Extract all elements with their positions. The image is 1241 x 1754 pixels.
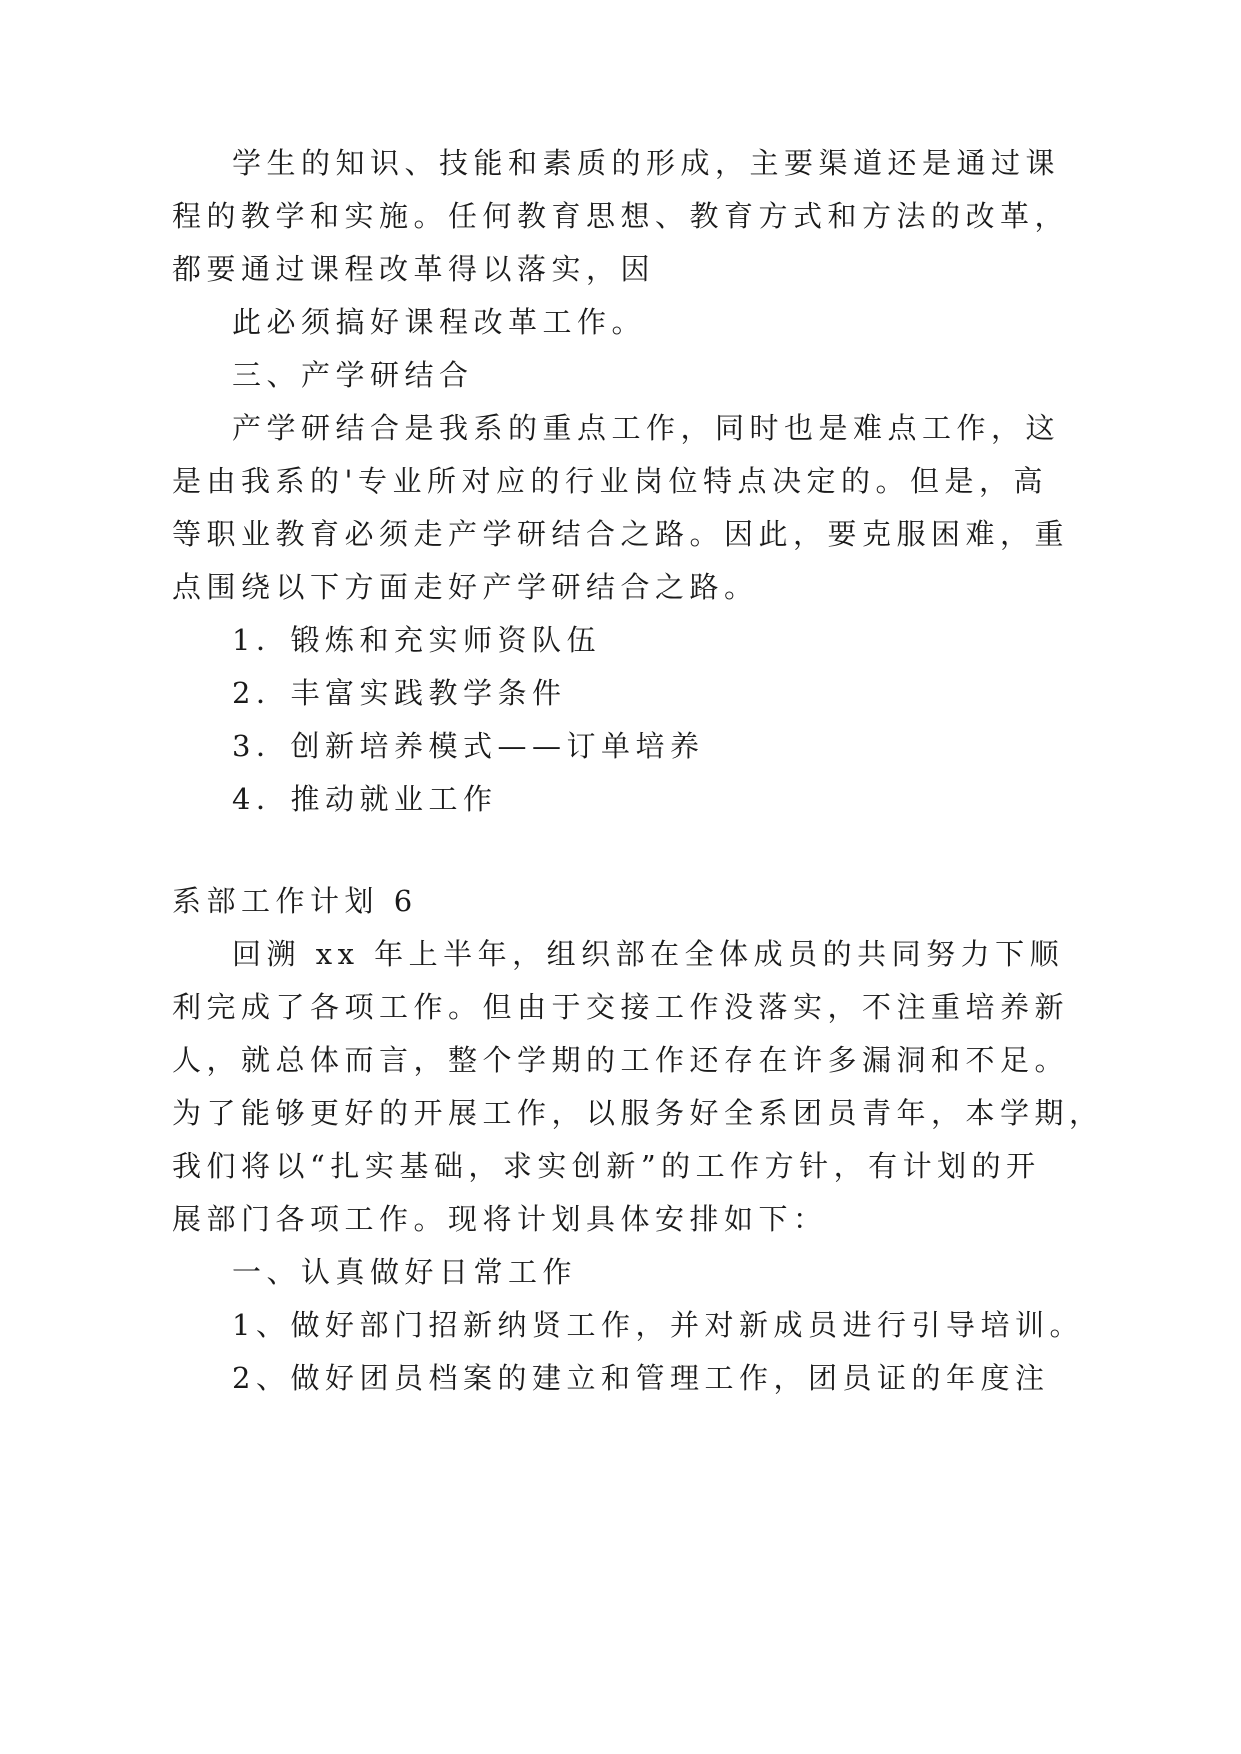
section-title: 系部工作计划 6: [172, 884, 418, 918]
section-heading: 一、认真做好日常工作: [232, 1255, 578, 1289]
paragraph-line: 等职业教育必须走产学研结合之路。因此，要克服困难，重: [172, 517, 1070, 551]
paragraph-line: 都要通过课程改革得以落实，因: [172, 252, 656, 286]
paragraph-line: 回溯 xx 年上半年，组织部在全体成员的共同努力下顺: [232, 937, 1065, 971]
paragraph-line: 是由我系的'专业所对应的行业岗位特点决定的。但是，高: [172, 464, 1048, 498]
paragraph-line: 学生的知识、技能和素质的形成，主要渠道还是通过课: [232, 146, 1061, 180]
list-item: 4．推动就业工作: [232, 782, 498, 816]
paragraph-line: 我们将以“扎实基础，求实创新”的工作方针，有计划的开: [172, 1149, 1041, 1183]
list-item: 3．创新培养模式——订单培养: [232, 729, 705, 763]
paragraph-line: 此必须搞好课程改革工作。: [232, 305, 647, 339]
paragraph-line: 产学研结合是我系的重点工作，同时也是难点工作，这: [232, 411, 1061, 445]
list-item: 1、做好部门招新纳贤工作，并对新成员进行引导培训。: [232, 1308, 1084, 1342]
section-heading: 三、产学研结合: [232, 358, 474, 392]
list-item: 1．锻炼和充实师资队伍: [232, 623, 601, 657]
paragraph-line: 利完成了各项工作。但由于交接工作没落实，不注重培养新: [172, 990, 1070, 1024]
paragraph-line: 为了能够更好的开展工作，以服务好全系团员青年，本学期，: [172, 1096, 1104, 1130]
list-item: 2．丰富实践教学条件: [232, 676, 567, 710]
list-item: 2、做好团员档案的建立和管理工作，团员证的年度注: [232, 1361, 1050, 1395]
paragraph-line: 程的教学和实施。任何教育思想、教育方式和方法的改革，: [172, 199, 1070, 233]
paragraph-line: 展部门各项工作。现将计划具体安排如下：: [172, 1202, 828, 1236]
paragraph-line: 点围绕以下方面走好产学研结合之路。: [172, 570, 759, 604]
paragraph-line: 人，就总体而言，整个学期的工作还存在许多漏洞和不足。: [172, 1043, 1070, 1077]
